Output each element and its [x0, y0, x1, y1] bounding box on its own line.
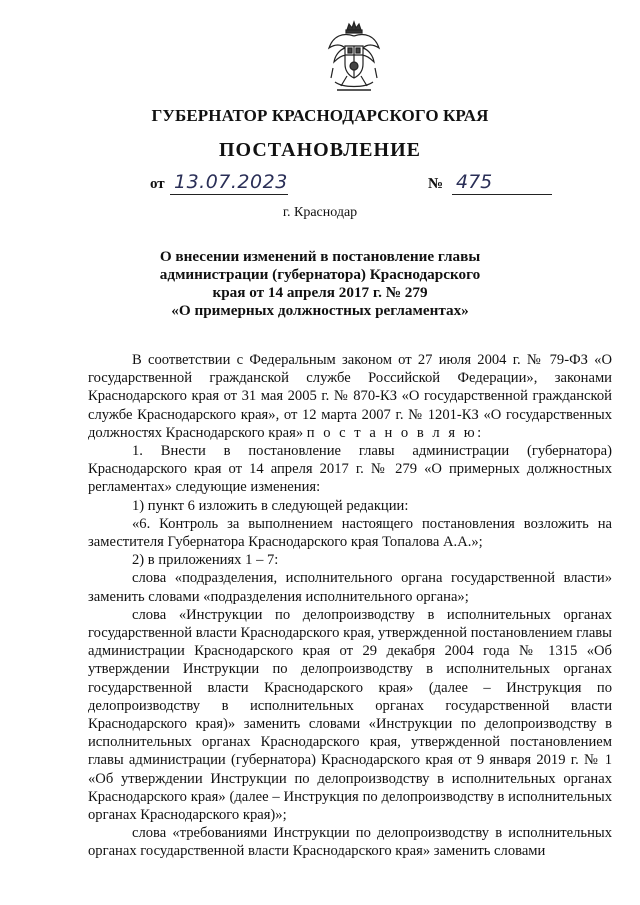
date-label: от	[150, 176, 165, 192]
title-line: «О примерных должностных регламентах»	[171, 302, 469, 319]
paragraph-quoted: «6. Контроль за выполнением настоящего постановления возложить на заместителя Губернатора Краснодарского края Топалова А.А.»;	[88, 515, 612, 551]
handwritten-number: 475	[456, 171, 493, 193]
coat-of-arms-icon	[325, 20, 383, 94]
date-field	[170, 172, 288, 195]
title-line: края от 14 апреля 2017 г. № 279	[212, 284, 428, 301]
paragraph-replacement-3: слова «требованиями Инструкции по делопроизводству в исполнительных органах государственной власти Краснодарского края» заменить словами	[88, 825, 612, 860]
paragraph-replacement-1: слова «подразделения, исполнительного органа государственной власти» заменить словами «подразделения исполнительного органа»;	[88, 570, 612, 605]
city: г. Краснодар	[282, 205, 358, 220]
paragraph-replacement-2: слова «Инструкции по делопроизводству в исполнительных органах государственной власти Краснодарского края, утвержденной постановлением главы администрации Краснодарского края от 29 декабря 2004 года № 1315 «Об утверждении Инструкции по делопроизводству в исполнительных органах государственной власти Краснодарского края» (далее – Инструкция по делопроизводству в исполнительных органах государственной власти Краснодарского края)» заменить словами «Инструкции по делопроизводству в исполнительных органах Краснодарского края, утвержденной постановлением главы администрации (губернатора) Краснодарского края от 9 января 2019 г. № 1 «Об утверждении Инструкции по делопроизводству в исполнительных органах Краснодарского края» (далее – Инструкция по делопроизводству в исполнительных органах Краснодарского края)»;	[88, 606, 612, 824]
number-label: №	[428, 176, 444, 192]
coat-of-arms-drawing	[325, 20, 383, 94]
document-body	[88, 351, 612, 861]
number-field	[452, 172, 552, 195]
handwritten-date: 13.07.2023	[174, 171, 288, 193]
issuing-authority: ГУБЕРНАТОР КРАСНОДАРСКОГО КРАЯ	[151, 106, 489, 125]
paragraph-1: 1. Внести в постановление главы администрации (губернатора) Краснодарского края от 14 апреля 2017 г. № 279 «О примерных должностных регламентах» следующие изменения:	[88, 443, 612, 496]
title-line: О внесении изменений в постановление главы	[159, 248, 481, 265]
document-title	[150, 248, 490, 320]
preamble-paragraph	[88, 351, 612, 442]
paragraph-1-2: 2) в приложениях 1 – 7:	[132, 552, 279, 569]
title-line: администрации (губернатора) Краснодарского	[159, 266, 481, 283]
paragraph-1-1: 1) пункт 6 изложить в следующей редакции:	[132, 497, 409, 514]
document-type: ПОСТАНОВЛЕНИЕ	[219, 139, 421, 161]
preamble-text: В соответствии с Федеральным законом от 27 июля 2004 г. № 79-ФЗ «О государственной гражданской службе Российской Федерации», законами Краснодарского края от 31 мая 2005 г. № 870-КЗ «О государственной гражданской службе Краснодарского края», от 12 марта 2007 г. № 1201-КЗ «О государственных должностях Краснодарского края»	[88, 352, 612, 441]
decree-word: п о с т а н о в л я ю:	[306, 424, 484, 441]
